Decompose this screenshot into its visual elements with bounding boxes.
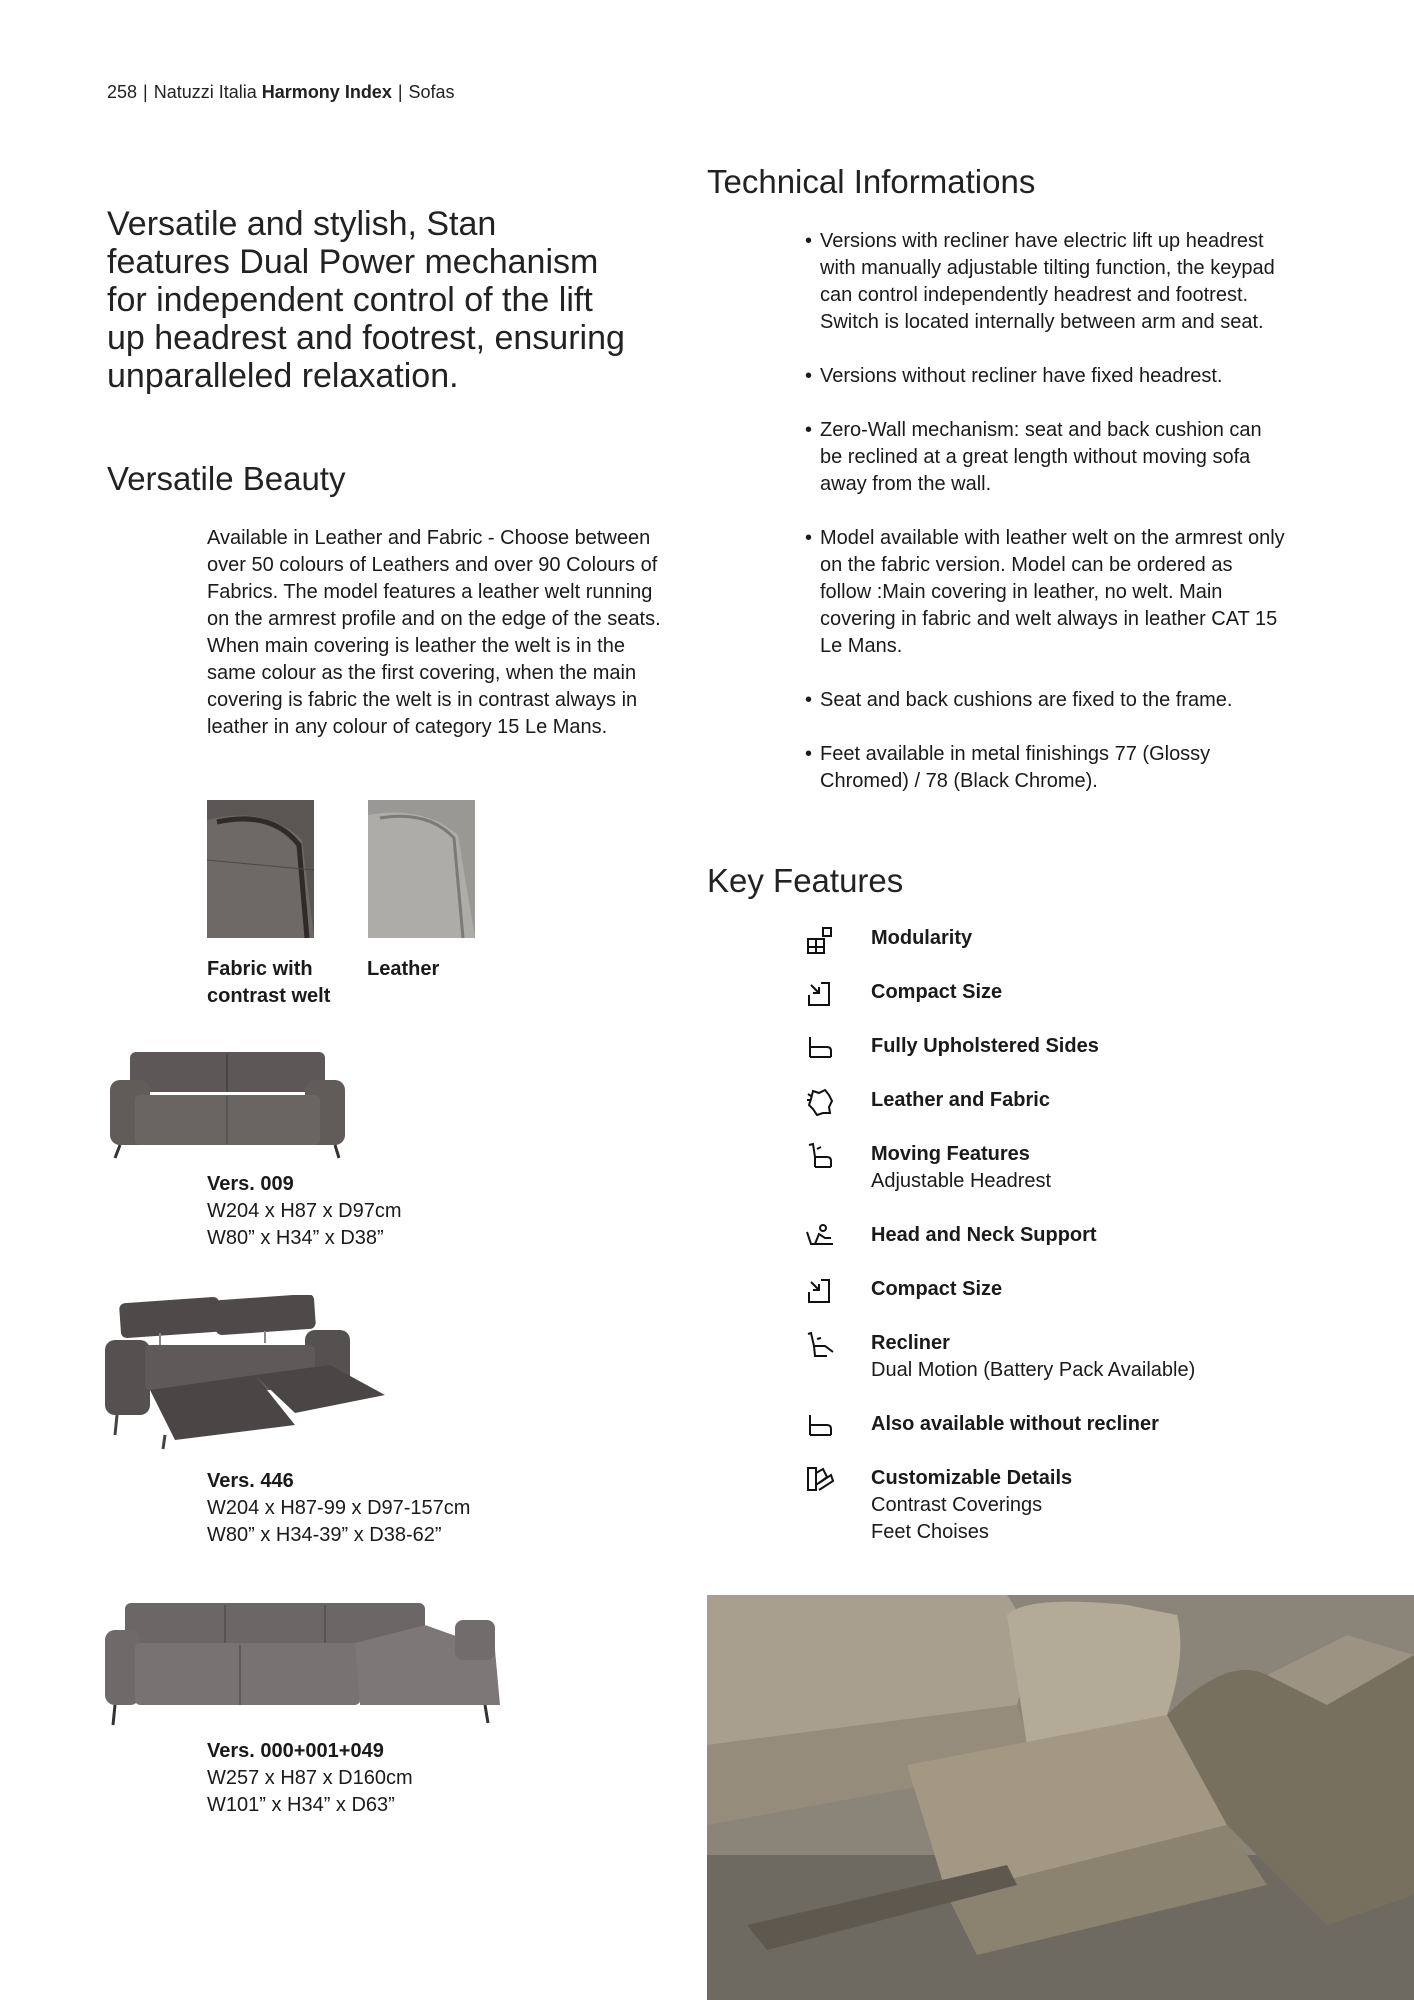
upholstered-sides-icon — [805, 1033, 835, 1063]
chair-icon — [805, 1411, 835, 1441]
sofa-image-vers-000-001-049 — [105, 1595, 505, 1735]
version-imperial: W80” x H34-39” x D38-62” — [207, 1524, 442, 1546]
feature-subtitle: Adjustable Headrest — [871, 1170, 1052, 1192]
sofa-image-vers-446 — [105, 1295, 400, 1450]
list-item: • Versions with recliner have electric lift up headrest with manually adjustable tilting function, the keypad can control independently headrest and footrest. Switch is located internally between arm and seat. — [805, 228, 1285, 336]
feature-subtitle: Dual Motion (Battery Pack Available) — [871, 1359, 1196, 1381]
feature-title: Modularity — [871, 927, 973, 949]
version-metric: W204 x H87-99 x D97-157cm — [207, 1497, 471, 1519]
list-item: • Zero-Wall mechanism: seat and back cushion can be reclined at a great length without moving sofa away from the wall. — [805, 417, 1285, 498]
recliner-lifestyle-photo — [707, 1595, 1414, 2000]
feature-title: Leather and Fabric — [871, 1089, 1050, 1111]
feature-item — [805, 1087, 1325, 1114]
version-metric: W257 x H87 x D160cm — [207, 1767, 413, 1789]
technical-informations-list — [805, 228, 1285, 822]
version-imperial: W80” x H34” x D38” — [207, 1227, 384, 1249]
moving-features-icon — [805, 1141, 835, 1171]
feature-item — [805, 979, 1325, 1006]
list-item: • Versions without recliner have fixed headrest. — [805, 363, 1285, 390]
version-metric: W204 x H87 x D97cm — [207, 1200, 402, 1222]
head-neck-support-icon — [805, 1222, 835, 1252]
version-imperial: W101” x H34” x D63” — [207, 1794, 395, 1816]
version-name: Vers. 446 — [207, 1470, 294, 1492]
page-number: 258 — [107, 82, 138, 102]
leather-fabric-icon — [805, 1087, 835, 1117]
list-item: • Model available with leather welt on the armrest only on the fabric version. Model can be ordered as follow :Main covering in leather, no welt. Main covering in fabric and welt always in leather CAT 15 Le Mans. — [805, 525, 1285, 660]
version-009-specs — [207, 1171, 402, 1252]
list-item: • Seat and back cushions are fixed to the frame. — [805, 687, 1285, 714]
feature-subtitle: Contrast Coverings — [871, 1494, 1043, 1516]
feature-item — [805, 1411, 1325, 1438]
intro-paragraph: Versatile and stylish, Stan features Dual Power mechanism for independent control of the lift up headrest and footrest, ensuring unparalleled relaxation. — [107, 205, 625, 395]
technical-informations-heading: Technical Informations — [707, 163, 1036, 200]
customizable-details-icon — [805, 1465, 835, 1495]
leather-swatch-image — [368, 800, 475, 938]
list-item: • Feet available in metal finishings 77 (Glossy Chromed) / 78 (Black Chrome). — [805, 741, 1285, 795]
version-000-001-049-specs — [207, 1738, 413, 1819]
feature-title: Moving Features — [871, 1143, 1030, 1165]
fabric-swatch-label: Fabric with contrast welt — [207, 958, 331, 1007]
feature-item — [805, 925, 1325, 952]
sofa-image-vers-009 — [105, 1040, 350, 1165]
brand-name: Natuzzi Italia — [153, 82, 257, 102]
feature-item — [805, 1465, 1325, 1546]
fabric-swatch-image — [207, 800, 314, 938]
key-features-heading: Key Features — [707, 862, 904, 899]
feature-item — [805, 1276, 1325, 1303]
compact-size-icon — [805, 979, 835, 1009]
version-446-specs — [207, 1468, 470, 1549]
feature-title: Compact Size — [871, 1278, 1003, 1300]
feature-title: Customizable Details — [871, 1467, 1073, 1489]
feature-title: Head and Neck Support — [871, 1224, 1097, 1246]
recliner-icon — [805, 1330, 835, 1360]
feature-title: Fully Upholstered Sides — [871, 1035, 1099, 1057]
feature-item — [805, 1033, 1325, 1060]
compact-size-icon — [805, 1276, 835, 1306]
feature-item — [805, 1141, 1325, 1195]
versatile-beauty-heading: Versatile Beauty — [107, 460, 346, 497]
version-name: Vers. 000+001+049 — [207, 1740, 384, 1762]
leather-swatch-label: Leather — [367, 958, 440, 980]
feature-title: Compact Size — [871, 981, 1003, 1003]
key-features-list — [805, 925, 1325, 1573]
versatile-beauty-text: Available in Leather and Fabric - Choose between over 50 colours of Leathers and over 90 Colours of Fabrics. The model features a leather welt running on the armrest profile and on the edge of the seats. When main covering is leather the welt is in the same colour as the first covering, when the main covering is fabric the welt is in contrast always in leather in any colour of category 15 Le Mans. — [207, 527, 661, 738]
version-name: Vers. 009 — [207, 1173, 294, 1195]
feature-item — [805, 1222, 1325, 1249]
feature-title: Also available without recliner — [871, 1413, 1159, 1435]
modularity-icon — [805, 925, 835, 955]
feature-subtitle: Feet Choises — [871, 1521, 989, 1543]
feature-item — [805, 1330, 1325, 1384]
index-name: Harmony Index — [261, 82, 392, 102]
page-header: 258 | Natuzzi Italia Harmony Index | Sofas — [107, 82, 455, 102]
feature-title: Recliner — [871, 1332, 950, 1354]
section-name: Sofas — [408, 82, 455, 102]
